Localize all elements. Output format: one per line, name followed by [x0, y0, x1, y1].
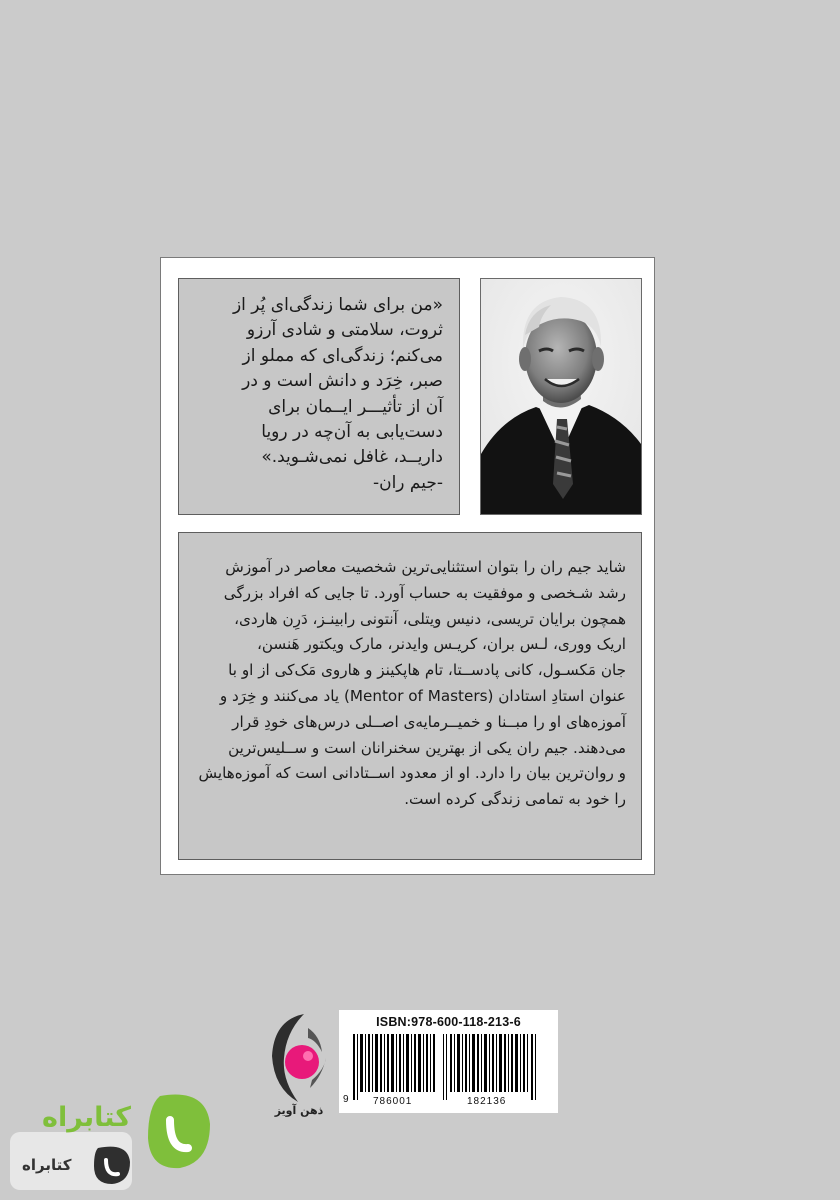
quote-line: دست‌یابی به آن‌چه در رویا	[261, 422, 443, 443]
author-portrait-image	[481, 279, 641, 514]
quote-line: ثروت، سلامتی و شادی آرزو	[246, 320, 443, 341]
barcode-digit-lead: 9	[343, 1094, 349, 1105]
author-photo	[480, 278, 642, 515]
bio-line: همچون برایان تریسی، دنیس ویتلی، آنتونی رابینـز، دَرِن هاردی،	[234, 609, 626, 628]
barcode-digits-right: 182136	[467, 1096, 507, 1107]
barcode	[339, 1010, 558, 1113]
bio-line: و روان‌ترین بیان را دارد. او از معدود اســتادانی است که آموزه‌هایش	[198, 764, 626, 783]
quote-author: -جیم ران-	[372, 472, 443, 493]
bio-line: می‌دهند. جیم ران یکی از بهترین سخنرانان است و ســلیس‌ترین	[228, 738, 626, 757]
barcode-digits-left: 786001	[373, 1096, 413, 1107]
isbn-number: ISBN:978-600-118-213-6	[376, 1015, 521, 1029]
author-bio-box	[178, 532, 642, 860]
quote-box	[178, 278, 460, 515]
watermark-brand-small: کتابراه	[22, 1156, 72, 1174]
publisher-name: ذهن آویز	[274, 1104, 324, 1117]
publisher-logo	[268, 1010, 330, 1120]
bio-line: اریک ووری، لـس بران، کریـس وایدنر، مارک ویکتور هَنسن،	[256, 635, 626, 654]
quote-line: صبر، خِرَد و دانش است و در	[242, 371, 443, 392]
quote-line: می‌کنم؛ زندگی‌ای که مملو از	[242, 345, 443, 366]
bio-line: رشد شـخصی و موفقیت به حساب آورد. تا جایی که افراد بزرگی	[223, 583, 626, 602]
quote-line: آن از تأثیـــر ایــمان برای	[268, 396, 443, 417]
bio-line: را خود به تمامی زندگی کرده است.	[404, 790, 626, 809]
watermark-brand: کتابراه	[42, 1102, 131, 1133]
watermark	[10, 1090, 215, 1190]
bio-line: شاید جیم ران را بتوان استثنایی‌ترین شخصیت معاصر در آموزش	[225, 558, 626, 576]
bio-line: عنوان استادِ استادان (Mentor of Masters) یاد می‌کنند و خِرَد و	[219, 686, 626, 705]
quote-line: داریــد، غافل نمی‌شـوید.»	[261, 447, 443, 468]
bio-line: آموزه‌های او را مبــنا و خمیــرمایه‌ی اصــلی درس‌های خودِ قرار	[232, 712, 626, 731]
quote-line: «من برای شما زندگی‌ای پُر از	[232, 295, 443, 315]
bio-line: جان مَکسـول، کانی پادســتا، تام هاپکینز و هاروی مَک‌کی از او با	[228, 661, 626, 680]
publisher-logo-icon	[268, 1010, 330, 1120]
